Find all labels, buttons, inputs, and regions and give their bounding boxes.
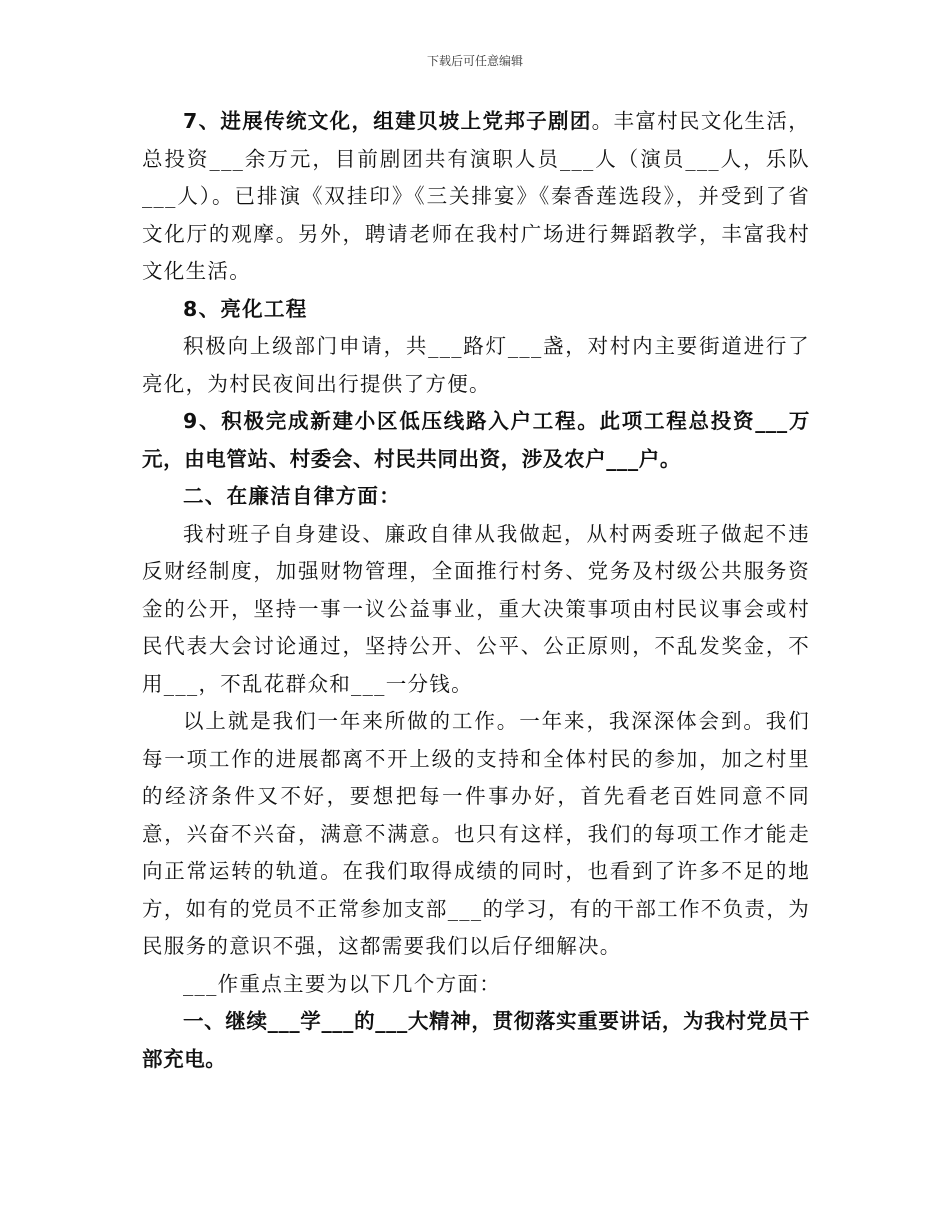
paragraph-7-text: 。丰富村民文化生活，总投资___余万元，目前剧团共有演职人员___人（演员___人，乐队___人）。已排演《双挂印》《三关排宴》《秦香莲选段》，并受到了省文化厅的观摩。另外，聘请老师在我村广场进行舞蹈教学，丰富我村文化生活。 (142, 109, 811, 283)
paragraph-9: 9、积极完成新建小区低压线路入户工程。此项工程总投资___万元，由电管站、村委会、村民共同出资，涉及农户___户。 (142, 409, 810, 471)
paragraph-one: 一、继续___学___的___大精神，贯彻落实重要讲话，为我村党员干部充电。 (142, 1009, 810, 1071)
paragraph-7-heading: 7、进展传统文化，组建贝坡上党邦子剧团 (183, 109, 592, 133)
paragraph-lianjie: 我村班子自身建设、廉政自律从我做起，从村两委班子做起不违反财经制度，加强财物管理，全面推行村务、党务及村级公共服务资金的公开，坚持一事一议公益事业，重大决策事项由村民议事会或村民代表大会讨论通过，坚持公开、公平、公正原则，不乱发奖金，不用___，不乱花群众和___一分钱。 (142, 521, 810, 696)
heading-8: 8、亮化工程 (183, 296, 308, 321)
paragraph-summary: 以上就是我们一年来所做的工作。一年来，我深深体会到。我们每一项工作的进展都离不开上级的支持和全体村民的参加，加之村里的经济条件又不好，要想把每一件事办好，首先看老百姓同意不同意，兴奋不兴奋，满意不满意。也只有这样，我们的每项工作才能走向正常运转的轨道。在我们取得成绩的同时，也看到了许多不足的地方，如有的党员不正常参加支部___的学习，有的干部工作不负责，为民服务的意识不强，这都需要我们以后仔细解决。 (142, 709, 810, 958)
heading-lianjie: 二、在廉洁自律方面： (183, 484, 401, 508)
document-body (142, 103, 810, 1078)
page-header: 下载后可任意编辑 (426, 54, 523, 68)
paragraph-7 (142, 103, 810, 291)
paragraph-focus: ___作重点主要为以下几个方面： (183, 971, 502, 996)
paragraph-8: 积极向上级部门申请，共___路灯___盏，对村内主要街道进行了亮化，为村民夜间出行提供了方便。 (142, 334, 810, 396)
